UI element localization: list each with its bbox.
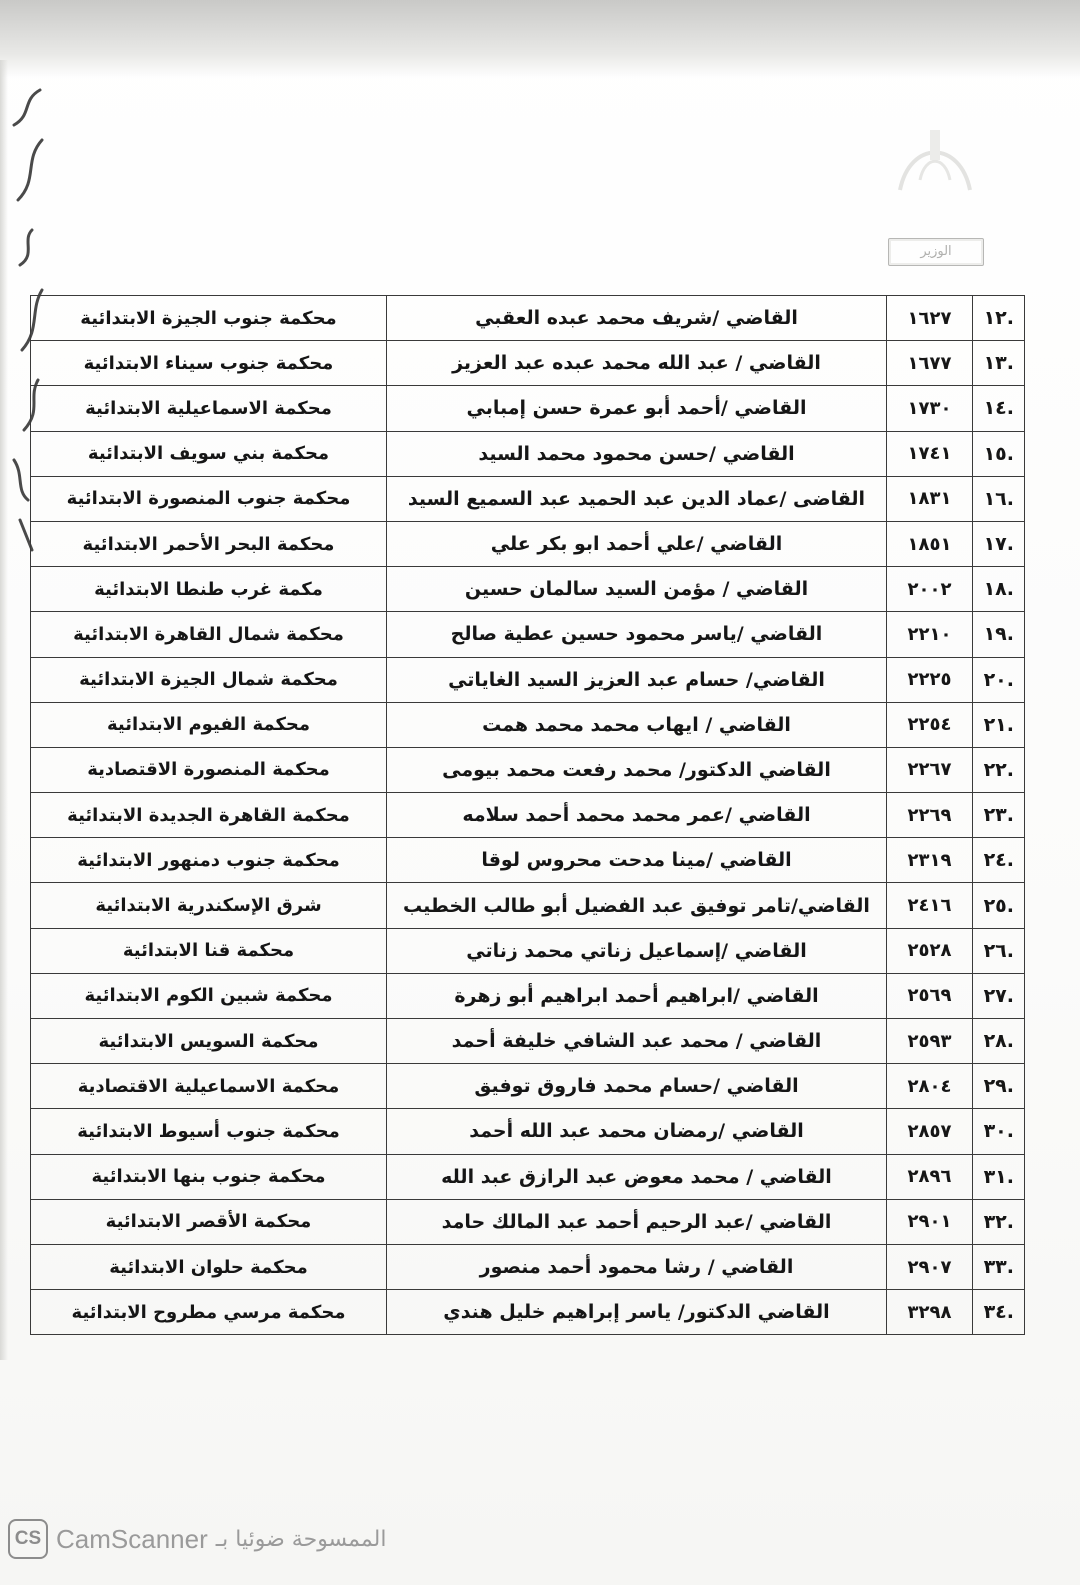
table-row <box>31 883 1025 928</box>
judge-name: القاضي الدكتور/ ياسر إبراهيم خليل هندي <box>387 1290 887 1335</box>
judge-name: القاضي /ابراهيم أحمد ابراهيم أبو زهرة <box>387 973 887 1018</box>
table-row <box>31 973 1025 1018</box>
row-index: .٢٨ <box>973 1019 1025 1064</box>
faint-emblem-watermark <box>880 120 990 210</box>
judge-name: القاضي / ايهاب محمد محمد همت <box>387 702 887 747</box>
judge-code: ٢٨٩٦ <box>887 1154 973 1199</box>
row-index: .١٦ <box>973 476 1025 521</box>
judge-name: القاضي/تامر توفيق عبد الفضيل أبو طالب الخطيب <box>387 883 887 928</box>
judge-code: ٢٢٦٧ <box>887 747 973 792</box>
court-name: محكمة الفيوم الابتدائية <box>31 702 387 747</box>
row-index: .٢٤ <box>973 838 1025 883</box>
judge-name: القاضي /ياسر محمود حسين عطية صالح <box>387 612 887 657</box>
judge-code: ١٨٣١ <box>887 476 973 521</box>
row-index: .٢٧ <box>973 973 1025 1018</box>
table-row <box>31 1064 1025 1109</box>
table-row <box>31 386 1025 431</box>
row-index: .١٧ <box>973 521 1025 566</box>
court-name: محكمة شمال الجيزة الابتدائية <box>31 657 387 702</box>
judge-code: ٢٣١٩ <box>887 838 973 883</box>
court-name: محكمة الاسماعيلية الاقتصادية <box>31 1064 387 1109</box>
table-row <box>31 341 1025 386</box>
row-index: .٣٣ <box>973 1244 1025 1289</box>
judge-name: القاضي /مينا مدحت محروس لوقا <box>387 838 887 883</box>
court-name: محكمة حلوان الابتدائية <box>31 1244 387 1289</box>
court-name: محكمة القاهرة الجديدة الابتدائية <box>31 793 387 838</box>
row-index: .٢٩ <box>973 1064 1025 1109</box>
minister-stamp-box: الوزير <box>888 238 984 266</box>
table-row <box>31 1244 1025 1289</box>
row-index: .٣٠ <box>973 1109 1025 1154</box>
court-name: محكمة البحر الأحمر الابتدائية <box>31 521 387 566</box>
table-row <box>31 521 1025 566</box>
judge-code: ٢٢١٠ <box>887 612 973 657</box>
judge-code: ١٨٥١ <box>887 521 973 566</box>
judge-code: ٣٢٩٨ <box>887 1290 973 1335</box>
row-index: .٢٦ <box>973 928 1025 973</box>
table-row <box>31 1019 1025 1064</box>
court-name: محكمة جنوب المنصورة الابتدائية <box>31 476 387 521</box>
court-name: محكمة شبين الكوم الابتدائية <box>31 973 387 1018</box>
judge-name: القاضي /عمر محمد محمد أحمد سلامه <box>387 793 887 838</box>
court-name: محكمة جنوب أسيوط الابتدائية <box>31 1109 387 1154</box>
judge-name: القاضي /عبد الرحيم أحمد عبد المالك حامد <box>387 1199 887 1244</box>
judge-name: القاضي /علي أحمد ابو بكر علي <box>387 521 887 566</box>
judge-name: القاضي/ حسام عبد العزيز السيد الغاياتي <box>387 657 887 702</box>
court-name: محكمة المنصورة الاقتصادية <box>31 747 387 792</box>
row-index: .١٨ <box>973 567 1025 612</box>
table-row <box>31 476 1025 521</box>
court-name: محكمة الاسماعيلية الابتدائية <box>31 386 387 431</box>
judge-name: القاضي / محمد معوض عبد الرازق عبد الله <box>387 1154 887 1199</box>
judge-code: ٢٠٠٢ <box>887 567 973 612</box>
court-name: شرق الإسكندرية الابتدائية <box>31 883 387 928</box>
judge-code: ٢٥٢٨ <box>887 928 973 973</box>
row-index: .١٣ <box>973 341 1025 386</box>
camscanner-brand: CamScanner <box>56 1523 208 1554</box>
court-name: محكمة الأقصر الابتدائية <box>31 1199 387 1244</box>
judge-code: ١٧٣٠ <box>887 386 973 431</box>
table-row <box>31 1154 1025 1199</box>
table-row <box>31 296 1025 341</box>
table-row <box>31 1109 1025 1154</box>
judge-name: القاضي /حسن محمود محمد السيد <box>387 431 887 476</box>
judge-name: القاضي / مؤمن السيد سالمان حسين <box>387 567 887 612</box>
judge-code: ١٦٧٧ <box>887 341 973 386</box>
table-row <box>31 838 1025 883</box>
table-row <box>31 431 1025 476</box>
judge-name: القاضي /إسماعيل زناتي محمد زناتي <box>387 928 887 973</box>
row-index: .٢٠ <box>973 657 1025 702</box>
row-index: .٢١ <box>973 702 1025 747</box>
judge-name: القاضي /أحمد أبو عمرة حسن إمبابي <box>387 386 887 431</box>
row-index: .١٤ <box>973 386 1025 431</box>
judge-code: ٢٩٠١ <box>887 1199 973 1244</box>
judge-name: القاضي / عبد الله محمد عبده عبد العزيز <box>387 341 887 386</box>
scanned-with-text: الممسوحة ضوئيا بـ <box>215 1526 387 1552</box>
row-index: .٢٣ <box>973 793 1025 838</box>
table-row <box>31 567 1025 612</box>
row-index: .٢٢ <box>973 747 1025 792</box>
row-index: .٣٢ <box>973 1199 1025 1244</box>
judges-table <box>30 295 1025 1335</box>
table-row <box>31 612 1025 657</box>
court-name: محكمة السويس الابتدائية <box>31 1019 387 1064</box>
camscanner-icon: CS <box>8 1519 48 1559</box>
row-index: .١٩ <box>973 612 1025 657</box>
court-name: محكمة شمال القاهرة الابتدائية <box>31 612 387 657</box>
judge-code: ٢٩٠٧ <box>887 1244 973 1289</box>
court-name: محكمة جنوب سيناء الابتدائية <box>31 341 387 386</box>
table-row <box>31 793 1025 838</box>
judge-code: ١٧٤١ <box>887 431 973 476</box>
table-row <box>31 702 1025 747</box>
judge-code: ٢٨٥٧ <box>887 1109 973 1154</box>
judge-name: القاضي /شريف محمد عبده العقبي <box>387 296 887 341</box>
table-row <box>31 1290 1025 1335</box>
judge-code: ٢٥٦٩ <box>887 973 973 1018</box>
table-row <box>31 1199 1025 1244</box>
row-index: .٣٤ <box>973 1290 1025 1335</box>
judge-code: ١٦٢٧ <box>887 296 973 341</box>
judge-code: ٢٢٢٥ <box>887 657 973 702</box>
table-row <box>31 928 1025 973</box>
court-name: مكمة غرب طنطا الابتدائية <box>31 567 387 612</box>
row-index: .٢٥ <box>973 883 1025 928</box>
judge-name: القاضي /رمضان محمد عبد الله أحمد <box>387 1109 887 1154</box>
judge-name: القاضي /حسام محمد فاروق توفيق <box>387 1064 887 1109</box>
scan-top-shadow <box>0 0 1080 78</box>
judge-name: القاضي / محمد عبد الشافي خليفة أحمد <box>387 1019 887 1064</box>
judge-name: القاضي / رشا محمود أحمد منصور <box>387 1244 887 1289</box>
scanner-watermark <box>8 1517 428 1561</box>
court-name: محكمة قنا الابتدائية <box>31 928 387 973</box>
judge-code: ٢٨٠٤ <box>887 1064 973 1109</box>
table-row <box>31 657 1025 702</box>
court-name: محكمة جنوب دمنهور الابتدائية <box>31 838 387 883</box>
row-index: .٣١ <box>973 1154 1025 1199</box>
judge-code: ٢٤١٦ <box>887 883 973 928</box>
judges-table-body <box>31 296 1025 1335</box>
judge-code: ٢٢٦٩ <box>887 793 973 838</box>
court-name: محكمة مرسي مطروح الابتدائية <box>31 1290 387 1335</box>
judge-code: ٢٢٥٤ <box>887 702 973 747</box>
row-index: .١٥ <box>973 431 1025 476</box>
court-name: محكمة بني سويف الابتدائية <box>31 431 387 476</box>
row-index: .١٢ <box>973 296 1025 341</box>
judge-code: ٢٥٩٣ <box>887 1019 973 1064</box>
court-name: محكمة جنوب بنها الابتدائية <box>31 1154 387 1199</box>
judge-name: القاضى /عماد الدين عبد الحميد عبد السميع السيد <box>387 476 887 521</box>
table-row <box>31 747 1025 792</box>
court-name: محكمة جنوب الجيزة الابتدائية <box>31 296 387 341</box>
judge-name: القاضي الدكتور/ محمد رفعت محمد بيومى <box>387 747 887 792</box>
